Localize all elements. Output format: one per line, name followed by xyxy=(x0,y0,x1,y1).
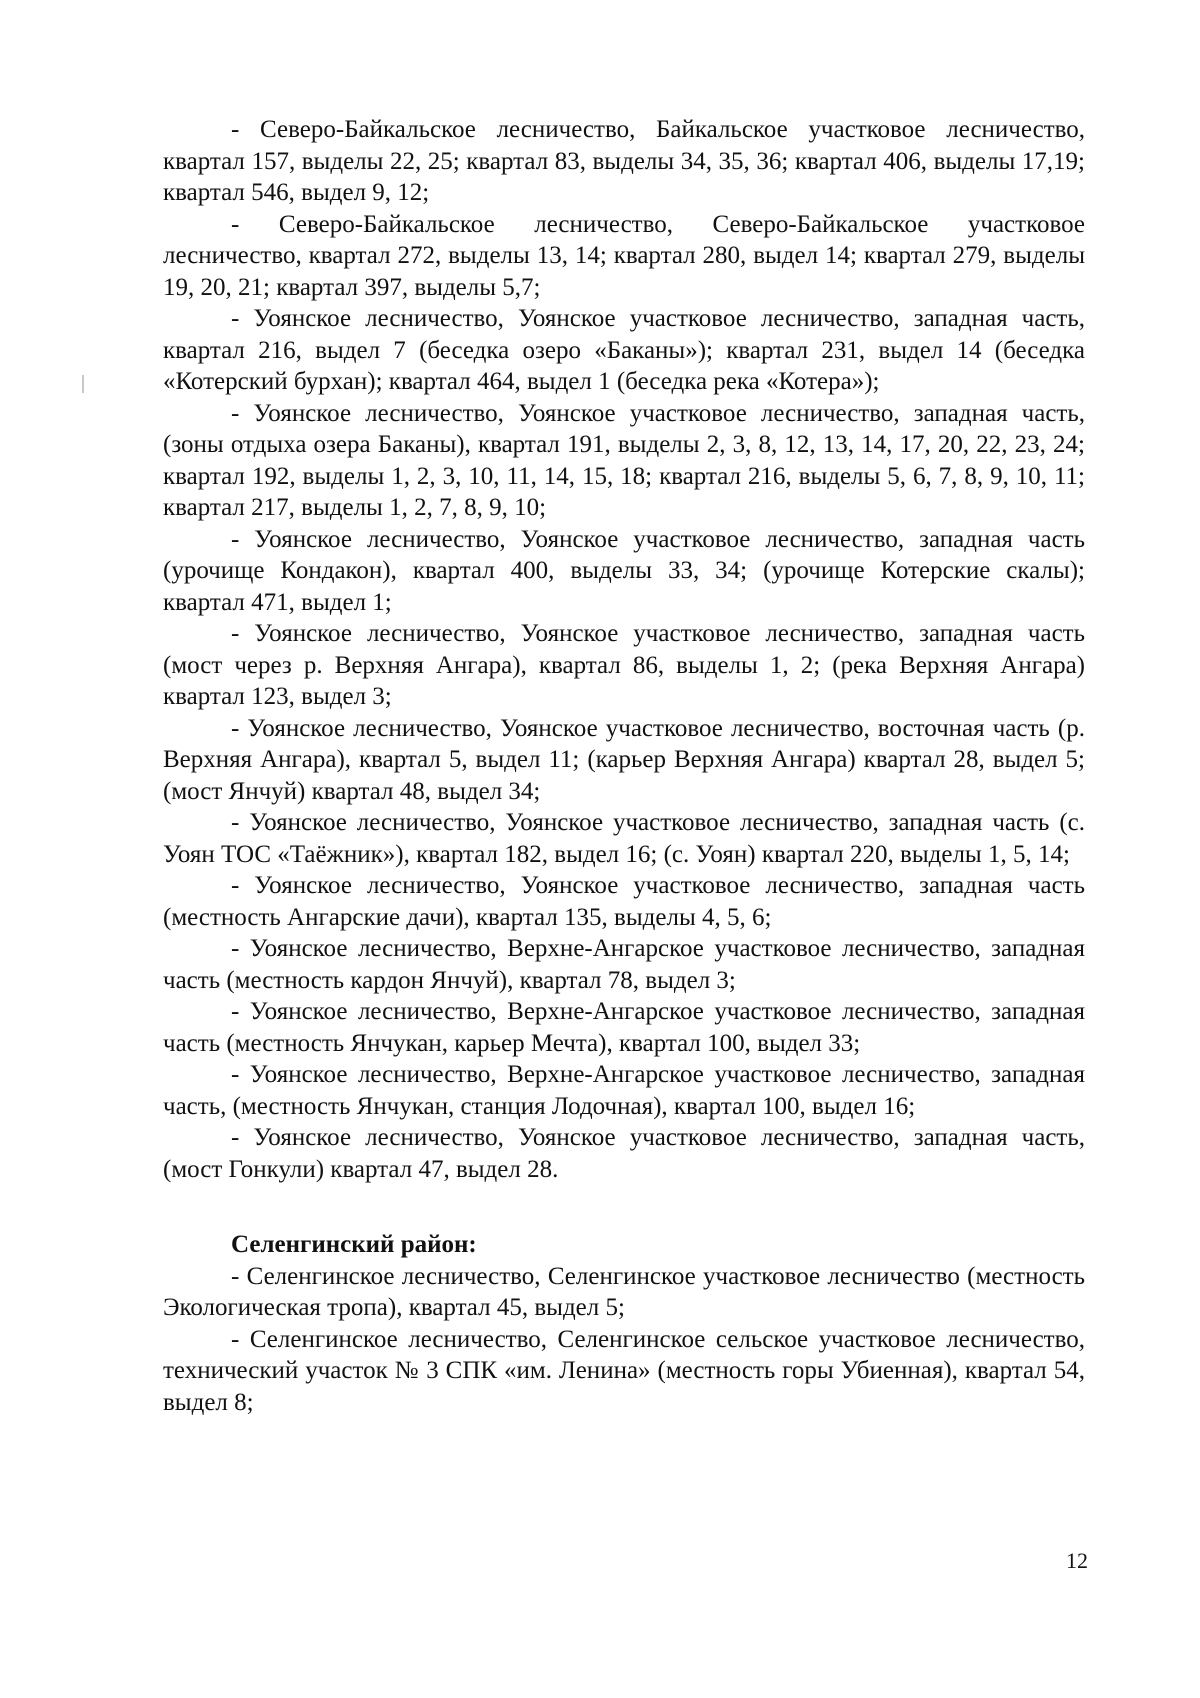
paragraph: - Уоянское лесничество, Уоянское участковое лесничество, западная часть, (мост Гонкули) квартал 47, выдел 28. xyxy=(163,1124,1085,1183)
paragraph: - Уоянское лесничество, Уоянское участковое лесничество, восточная часть (р. Верхняя Ангара), квартал 5, выдел 11; (карьер Верхняя Ангара) квартал 28, выдел 5; (мост Янчуй) квартал 48, выдел 34; xyxy=(163,714,1085,805)
paragraph: - Селенгинское лесничество, Селенгинское участковое лесничество (местность Экологическая тропа), квартал 45, выдел 5; xyxy=(163,1262,1085,1321)
page-number: 12 xyxy=(1066,1548,1088,1573)
paragraph: - Уоянское лесничество, Уоянское участковое лесничество, западная часть (местность Ангарские дачи), квартал 135, выделы 4, 5, 6; xyxy=(163,872,1085,931)
paragraph: - Северо-Байкальское лесничество, Северо-Байкальское участковое лесничество, квартал 272, выделы 13, 14; квартал 280, выдел 14; квартал 279, выделы 19, 20, 21; квартал 397, выделы 5,7; xyxy=(163,210,1085,301)
paragraph: - Уоянское лесничество, Уоянское участковое лесничество, западная часть (с. Уоян ТОС «Таёжник»), квартал 182, выдел 16; (с. Уоян) квартал 220, выделы 1, 5, 14; xyxy=(163,809,1085,868)
paragraph: - Селенгинское лесничество, Селенгинское сельское участковое лесничество, технический участок № 3 СПК «им. Ленина» (местность горы Убиенная), квартал 54, выдел 8; xyxy=(163,1325,1085,1416)
paragraph: - Уоянское лесничество, Уоянское участковое лесничество, западная часть, (зоны отдыха озера Баканы), квартал 191, выделы 2, 3, 8, 12, 13, 14, 17, 20, 22, 23, 24; квартал 192, выделы 1, 2, 3, 10, 11, 14, 15, 18; квартал 216, выделы 5, 6, 7, 8, 9, 10, 11; квартал 217, выделы 1, 2, 7, 8, 9, 10; xyxy=(163,399,1085,521)
paragraph: - Уоянское лесничество, Уоянское участковое лесничество, западная часть (мост через р. Верхняя Ангара), квартал 86, выделы 1, 2; (река Верхняя Ангара) квартал 123, выдел 3; xyxy=(163,620,1085,710)
paragraph: - Северо-Байкальское лесничество, Байкальское участковое лесничество, квартал 157, выделы 22, 25; квартал 83, выделы 34, 35, 36; квартал 406, выделы 17,19; квартал 546, выдел 9, 12; xyxy=(163,116,1085,206)
paragraph: - Уоянское лесничество, Уоянское участковое лесничество, западная часть, квартал 216, выдел 7 (беседка озеро «Баканы»); квартал 231, выдел 14 (беседка «Котерский бурхан); квартал 464, выдел 1 (беседка река «Котера»); xyxy=(163,305,1085,395)
paragraph: - Уоянское лесничество, Уоянское участковое лесничество, западная часть (урочище Кондакон), квартал 400, выделы 33, 34; (урочище Котерские скалы); квартал 471, выдел 1; xyxy=(163,525,1085,616)
paragraph: - Уоянское лесничество, Верхне-Ангарское участковое лесничество, западная часть (местность кардон Янчуй), квартал 78, выдел 3; xyxy=(163,935,1085,994)
paragraph: - Уоянское лесничество, Верхне-Ангарское участковое лесничество, западная часть, (местность Янчукан, станция Лодочная), квартал 100, выдел 16; xyxy=(163,1061,1085,1120)
scan-mark xyxy=(82,375,84,393)
paragraph: - Уоянское лесничество, Верхне-Ангарское участковое лесничество, западная часть (местность Янчукан, карьер Мечта), квартал 100, выдел 33; xyxy=(163,998,1085,1057)
document-body xyxy=(163,114,1085,1418)
section-heading: Селенгинский район: xyxy=(231,1231,477,1258)
